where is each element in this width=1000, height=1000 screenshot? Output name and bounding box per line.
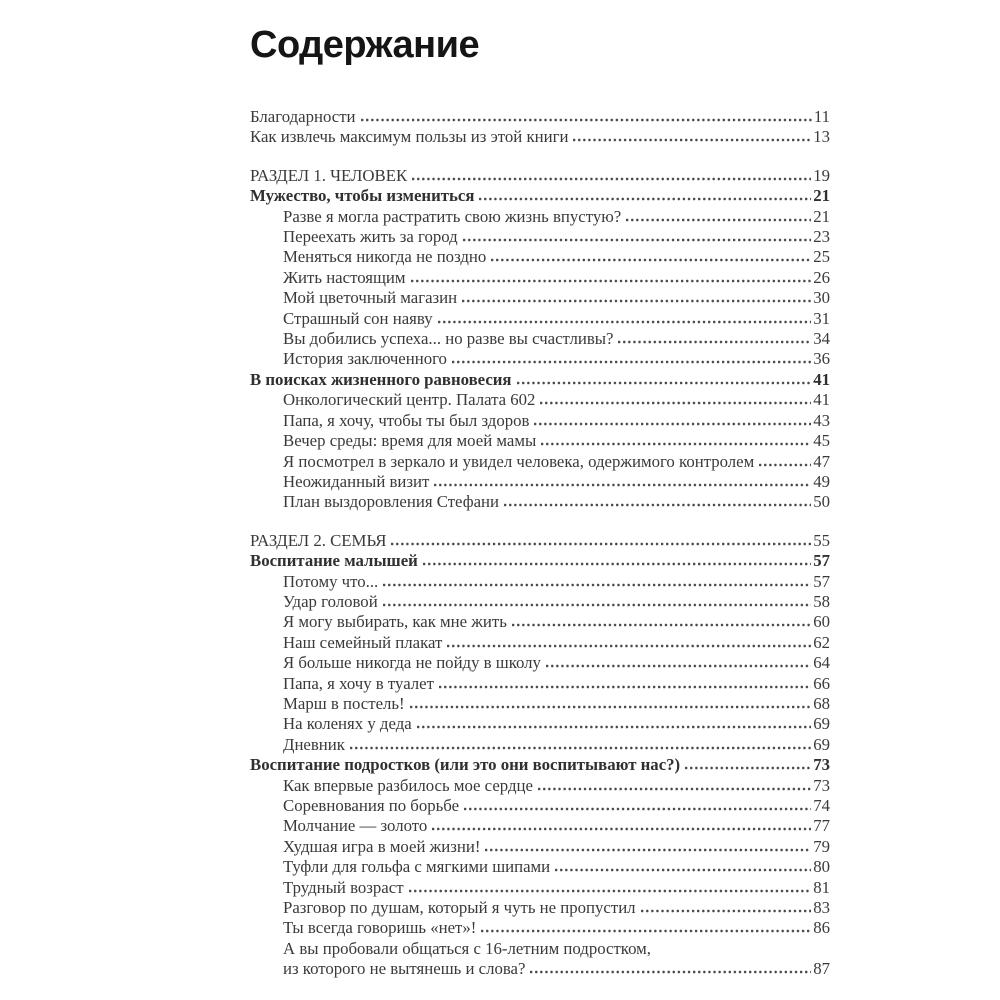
dot-leader [485,848,811,852]
dot-leader [412,177,811,181]
dot-leader [438,320,812,324]
toc-page-number: 62 [813,632,830,652]
toc-page-number: 80 [813,857,830,877]
dot-leader [361,118,812,122]
toc-row [250,309,830,329]
toc-row [250,857,830,877]
toc-page-number: 64 [813,653,830,673]
toc-row [250,127,830,147]
toc-row [250,714,830,734]
toc-page-number: 49 [813,471,830,491]
toc-row [250,653,830,673]
toc-entry-label: В поисках жизненного равновесия [250,369,512,389]
dot-leader [534,422,811,426]
dot-leader [541,442,811,446]
toc-row [250,247,830,267]
toc-row [250,878,830,898]
dot-leader [417,725,812,729]
toc-page-number: 47 [813,451,830,471]
toc-entry-label: Разговор по душам, который я чуть не пропустил [283,898,636,918]
toc-entry-label: А вы пробовали общаться с 16-летним подростком, [283,938,651,958]
dot-leader [538,787,811,791]
toc-entry-label: Вы добились успеха... но разве вы счастливы? [283,329,614,349]
toc-page-number: 36 [813,349,830,369]
toc-row [250,735,830,755]
toc-entry-label: На коленях у деда [283,714,412,734]
toc-row [250,939,830,959]
page-title: Содержание [250,24,480,66]
toc-row [250,472,830,492]
toc-entry-label: История заключенного [283,349,447,369]
toc-entry-label: из которого не вытянешь и слова? [283,959,526,979]
toc-entry-label: Мой цветочный магазин [283,288,458,308]
toc-page-number: 79 [813,836,830,856]
toc-row [250,531,830,551]
toc-entry-label: Я больше никогда не пойду в школу [283,653,541,673]
toc-entry-label: План выздоровления Стефани [283,492,499,512]
toc-row [250,633,830,653]
toc-page-number: 21 [813,206,830,226]
toc-page-number: 66 [813,673,830,693]
toc-page-number: 68 [813,693,830,713]
toc-row [250,898,830,918]
toc-page-number: 41 [813,369,830,389]
toc-entry-label: Страшный сон наяву [283,308,433,328]
dot-leader [481,929,811,933]
toc-list [250,107,830,980]
toc-entry-label: Неожиданный визит [283,471,430,491]
toc-row [250,572,830,592]
toc-row [250,411,830,431]
toc-page-number: 57 [813,551,830,571]
toc-page-number: 74 [813,796,830,815]
toc-page-number: 13 [813,127,830,147]
toc-page-number: 77 [813,816,830,836]
dot-leader [439,685,811,689]
toc-page-number: 83 [813,898,830,918]
toc-page-number: 34 [813,329,830,349]
toc-page-number: 41 [813,390,830,410]
toc-page-number: 25 [813,247,830,267]
toc-page-number: 31 [813,308,830,328]
toc-row [250,551,830,571]
dot-leader [447,644,811,648]
toc-page-number: 69 [813,734,830,754]
toc-entry-label: Потому что... [283,571,379,591]
dot-leader [434,483,811,487]
toc-row [250,370,830,390]
toc-row [250,329,830,349]
toc-entry-label: Разве я могла растратить свою жизнь впустую? [283,206,622,226]
toc-entry-label: Туфли для гольфа с мягкими шипами [283,857,551,877]
toc-page-number: 19 [813,165,830,185]
toc-row [250,592,830,612]
toc-row [250,918,830,938]
toc-page-number: 43 [813,410,830,430]
toc-page-number: 26 [813,267,830,287]
toc-page-number: 11 [813,107,830,126]
toc-row [250,674,830,694]
dot-leader [479,197,811,201]
toc-row [250,107,830,127]
toc-page-number: 58 [813,591,830,611]
dot-leader [452,360,811,364]
dot-leader [432,827,811,831]
toc-row [250,166,830,186]
toc-page-number: 21 [813,186,830,206]
toc-entry-label: Мужество, чтобы измениться [250,186,475,206]
toc-entry-label: Худшая игра в моей жизни! [283,836,481,856]
toc-page-number: 87 [813,959,830,979]
toc-entry-label: Молчание — золото [283,816,428,836]
toc-page-number: 55 [813,530,830,550]
toc-page-number: 73 [813,775,830,795]
dot-leader [626,218,811,222]
dot-leader [512,623,811,627]
toc-row [250,612,830,632]
dot-leader [350,746,811,750]
toc-row [250,268,830,288]
dot-leader [555,868,811,872]
toc-page-number: 57 [813,571,830,591]
toc-page-number: 30 [813,288,830,308]
toc-row [250,694,830,714]
dot-leader [491,258,811,262]
dot-leader [618,340,811,344]
toc-entry-label: Марш в постель! [283,693,405,713]
toc-entry-label: Удар головой [283,591,378,611]
toc-page-number: 81 [813,877,830,897]
dot-leader [685,766,811,770]
toc-entry-label: Папа, я хочу в туалет [283,673,434,693]
toc-content [250,24,830,980]
toc-entry-label: РАЗДЕЛ 2. СЕМЬЯ [250,530,387,550]
toc-row [250,837,830,857]
toc-row [250,227,830,247]
dot-leader [383,603,812,607]
toc-entry-label: Воспитание малышей [250,551,418,571]
toc-entry-label: Папа, я хочу, чтобы ты был здоров [283,410,530,430]
dot-leader [462,299,811,303]
toc-page-number: 86 [813,918,830,938]
toc-row [250,349,830,369]
dot-leader [573,138,811,142]
toc-entry-label: Благодарности [250,107,356,126]
dot-leader [546,664,811,668]
toc-row [250,207,830,227]
dot-leader [410,705,812,709]
toc-entry-label: РАЗДЕЛ 1. ЧЕЛОВЕК [250,165,408,185]
dot-leader [463,238,811,242]
toc-row [250,776,830,796]
toc-entry-label: Онкологический центр. Палата 602 [283,390,536,410]
toc-entry-label: Трудный возраст [283,877,404,897]
toc-entry-label: Жить настоящим [283,267,406,287]
toc-row [250,816,830,836]
toc-page-number: 69 [813,714,830,734]
toc-entry-label: Я могу выбирать, как мне жить [283,612,507,632]
toc-row [250,452,830,472]
dot-leader [504,503,811,507]
toc-row [250,390,830,410]
toc-row [250,755,830,775]
toc-entry-label: Дневник [283,734,345,754]
dot-leader [391,542,811,546]
dot-leader [540,401,811,405]
dot-leader [759,463,811,467]
dot-leader [411,279,812,283]
toc-entry-label: Переехать жить за город [283,227,458,247]
toc-entry-label: Как впервые разбилось мое сердце [283,775,533,795]
dot-leader [517,381,812,385]
dot-leader [383,583,811,587]
toc-row [250,431,830,451]
dot-leader [409,889,812,893]
toc-row [250,288,830,308]
toc-entry-label: Как извлечь максимум пользы из этой книги [250,127,569,147]
toc-page-number: 23 [813,227,830,247]
toc-entry-label: Соревнования по борьбе [283,796,460,815]
toc-entry-label: Ты всегда говоришь «нет»! [283,918,477,938]
toc-row [250,959,830,979]
toc-entry-label: Наш семейный плакат [283,632,443,652]
toc-row [250,186,830,206]
toc-page-number: 50 [813,492,830,512]
dot-leader [423,562,811,566]
toc-row [250,796,830,816]
toc-page-number: 45 [813,431,830,451]
toc-row [250,492,830,512]
dot-leader [464,807,811,811]
toc-entry-label: Меняться никогда не поздно [283,247,487,267]
toc-entry-label: Вечер среды: время для моей мамы [283,431,537,451]
toc-entry-label: Я посмотрел в зеркало и увидел человека, одержимого контролем [283,451,755,471]
toc-page-number: 73 [813,755,830,775]
dot-leader [641,909,812,913]
dot-leader [530,970,811,974]
toc-page-number: 60 [813,612,830,632]
toc-entry-label: Воспитание подростков (или это они воспитывают нас?) [250,755,681,775]
